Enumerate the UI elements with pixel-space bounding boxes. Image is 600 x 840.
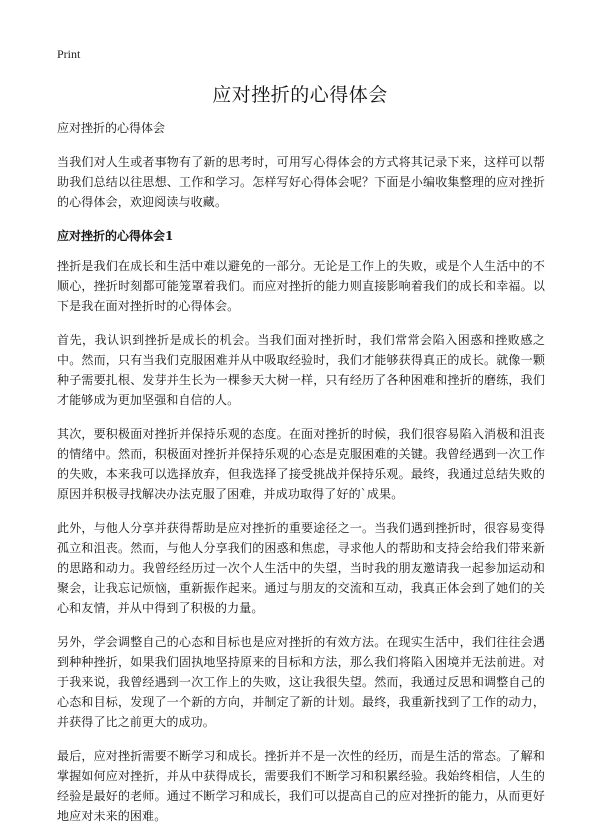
section-heading: 应对挫折的心得体会1 [57,229,174,243]
page-title: 应对挫折的心得体会 [212,84,388,106]
body-paragraph: 另外，学会调整自己的心态和目标也是应对挫折的有效方法。在现实生活中，我们往往会遇到种种挫折，如果我们固执地坚持原来的目标和方法，那么我们将陷入困境并无法前进。对于我来说，我曾经遇到一次工作上的失败，这让我很失望。然而，我通过反思和调整自己的心态和目标，发现了一个新的方向，并制定了新的计划。最终，我重新找到了工作的动力，并获得了比之前更大的成功。 [57,635,545,729]
body-paragraph: 首先，我认识到挫折是成长的机会。当我们面对挫折时，我们常常会陷入困惑和挫败感之中。然而，只有当我们克服困难并从中吸取经验时，我们才能够获得真正的成长。就像一颗种子需要扎根、发芽并生长为一棵参天大树一样，只有经历了各种困难和挫折的磨练，我们才能够成为更加坚强和自信的人。 [57,333,545,407]
body-paragraph: 此外，与他人分享并获得帮助是应对挫折的重要途径之一。当我们遇到挫折时，很容易变得孤立和沮丧。然而，与他人分享我们的困惑和焦虑，寻求他人的帮助和支持会给我们带来新的思路和动力。我曾经经历过一次个人生活中的失望，当时我的朋友邀请我一起参加运动和聚会，让我忘记烦恼，重新振作起来。通过与朋友的交流和互动，我真正体会到了她们的关心和友情，并从中得到了积极的力量。 [57,521,545,615]
print-link[interactable]: Print [57,47,81,61]
document-subtitle: 应对挫折的心得体会 [57,121,166,135]
body-paragraph: 其次，要积极面对挫折并保持乐观的态度。在面对挫折的时候，我们很容易陷入消极和沮丧的情绪中。然而，积极面对挫折并保持乐观的心态是克服困难的关键。我曾经遇到一次工作的失败，本来我可以选择放弃，但我选择了接受挑战并保持乐观。最终，我通过总结失败的原因并积极寻找解决办法克服了困难，并成功取得了好的`成果。 [57,427,545,501]
body-paragraph: 最后，应对挫折需要不断学习和成长。挫折并不是一次性的经历，而是生活的常态。了解和掌握如何应对挫折，并从中获得成长，需要我们不断学习和积累经验。我始终相信，人生的经验是最好的老师。通过不断学习和成长，我们可以提高自己的应对挫折的能力，从而更好地应对未来的困难。 [57,749,545,823]
intro-paragraph: 当我们对人生或者事物有了新的思考时，可用写心得体会的方式将其记录下来，这样可以帮助我们总结以往思想、工作和学习。怎样写好心得体会呢？下面是小编收集整理的应对挫折的心得体会，欢迎阅读与收藏。 [57,155,545,209]
document-body [57,118,545,840]
body-paragraph: 挫折是我们在成长和生活中难以避免的一部分。无论是工作上的失败，或是个人生活中的不顺心，挫折时刻都可能笼罩着我们。而应对挫折的能力则直接影响着我们的成长和幸福。以下是我在面对挫折时的心得体会。 [57,259,545,313]
